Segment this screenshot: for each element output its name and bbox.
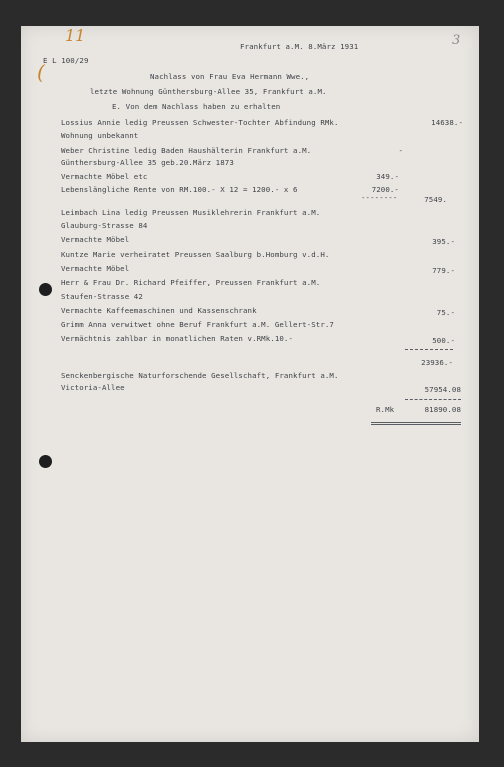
entry-text: Lossius Annie ledig Preussen Schwester-Tochter Abfindung RMk. <box>61 118 339 127</box>
entry-text: Günthersburg-Allee 35 geb.20.März 1873 <box>61 158 234 167</box>
entry-amount: 75.- <box>436 308 455 317</box>
handwritten-bracket: ( <box>37 60 45 84</box>
document-page <box>21 26 479 742</box>
entry-amount: 500.- <box>432 336 455 345</box>
entry-text: Lebenslängliche Rente von RM.100.- X 12 = 1200.- x 6 <box>61 185 298 194</box>
entry-text: Weber Christine ledig Baden Haushälterin Frankfurt a.M. <box>61 146 312 155</box>
entry-amount: 14638.- <box>431 118 463 127</box>
entry-text: Vermachte Kaffeemaschinen und Kassenschrank <box>61 306 257 315</box>
institution-name: Senckenbergische Naturforschende Gesellschaft, Frankfurt a.M. <box>61 371 339 380</box>
handwritten-mark: 11 <box>65 26 86 45</box>
heading-line-2: letzte Wohnung Günthersburg-Allee 35, Frankfurt a.M. <box>90 87 327 96</box>
entry-text: Grimm Anna verwitwet ohne Beruf Frankfurt a.M. Gellert-Str.7 <box>61 320 334 329</box>
institution-address: Victoria-Allee <box>61 383 125 392</box>
sum-rule <box>405 349 453 350</box>
entry-text: Vermachte Möbel <box>61 264 130 273</box>
entry-subamount: 349.- <box>376 172 399 181</box>
entry-text: Herr & Frau Dr. Richard Pfeiffer, Preussen Frankfurt a.M. <box>61 278 321 287</box>
entry-text: Vermächtnis zahlbar in monatlichen Raten v.RMk.10.- <box>61 334 294 343</box>
entry-text: Vermachte Möbel etc <box>61 172 148 181</box>
punch-hole <box>39 455 52 468</box>
subtotal-rule: -------- <box>361 193 398 202</box>
entry-text: Vermachte Möbel <box>61 235 130 244</box>
entry-amount: 395.- <box>432 237 455 246</box>
entry-text: Glauburg-Strasse 84 <box>61 221 148 230</box>
heading-line-3: E. Von dem Nachlass haben zu erhalten <box>112 102 281 111</box>
reference-number: E L 100/29 <box>43 56 89 65</box>
total-amount: 81890.08 <box>424 405 461 414</box>
double-underline <box>371 422 461 425</box>
entry-subamount: 7200.- <box>371 185 399 194</box>
entry-text: Leimbach Lina ledig Preussen Musiklehrerin Frankfurt a.M. <box>61 208 321 217</box>
entry-amount: - <box>398 146 403 155</box>
institution-amount: 57954.08 <box>424 385 461 394</box>
heading-line-1: Nachlass von Frau Eva Hermann Wwe., <box>150 72 310 81</box>
entry-text: Wohnung unbekannt <box>61 131 139 140</box>
total-rule <box>405 399 461 400</box>
place-date: Frankfurt a.M. 8.März 1931 <box>240 42 359 51</box>
punch-hole <box>39 283 52 296</box>
entry-amount: 7549. <box>424 195 447 204</box>
entry-amount: 779.- <box>432 266 455 275</box>
subtotal-amount: 23936.- <box>421 358 453 367</box>
entry-text: Kuntze Marie verheiratet Preussen Saalburg b.Homburg v.d.H. <box>61 250 330 259</box>
pencil-page-number: 3 <box>452 33 461 48</box>
total-label: R.Mk <box>376 405 395 414</box>
entry-text: Staufen-Strasse 42 <box>61 292 143 301</box>
